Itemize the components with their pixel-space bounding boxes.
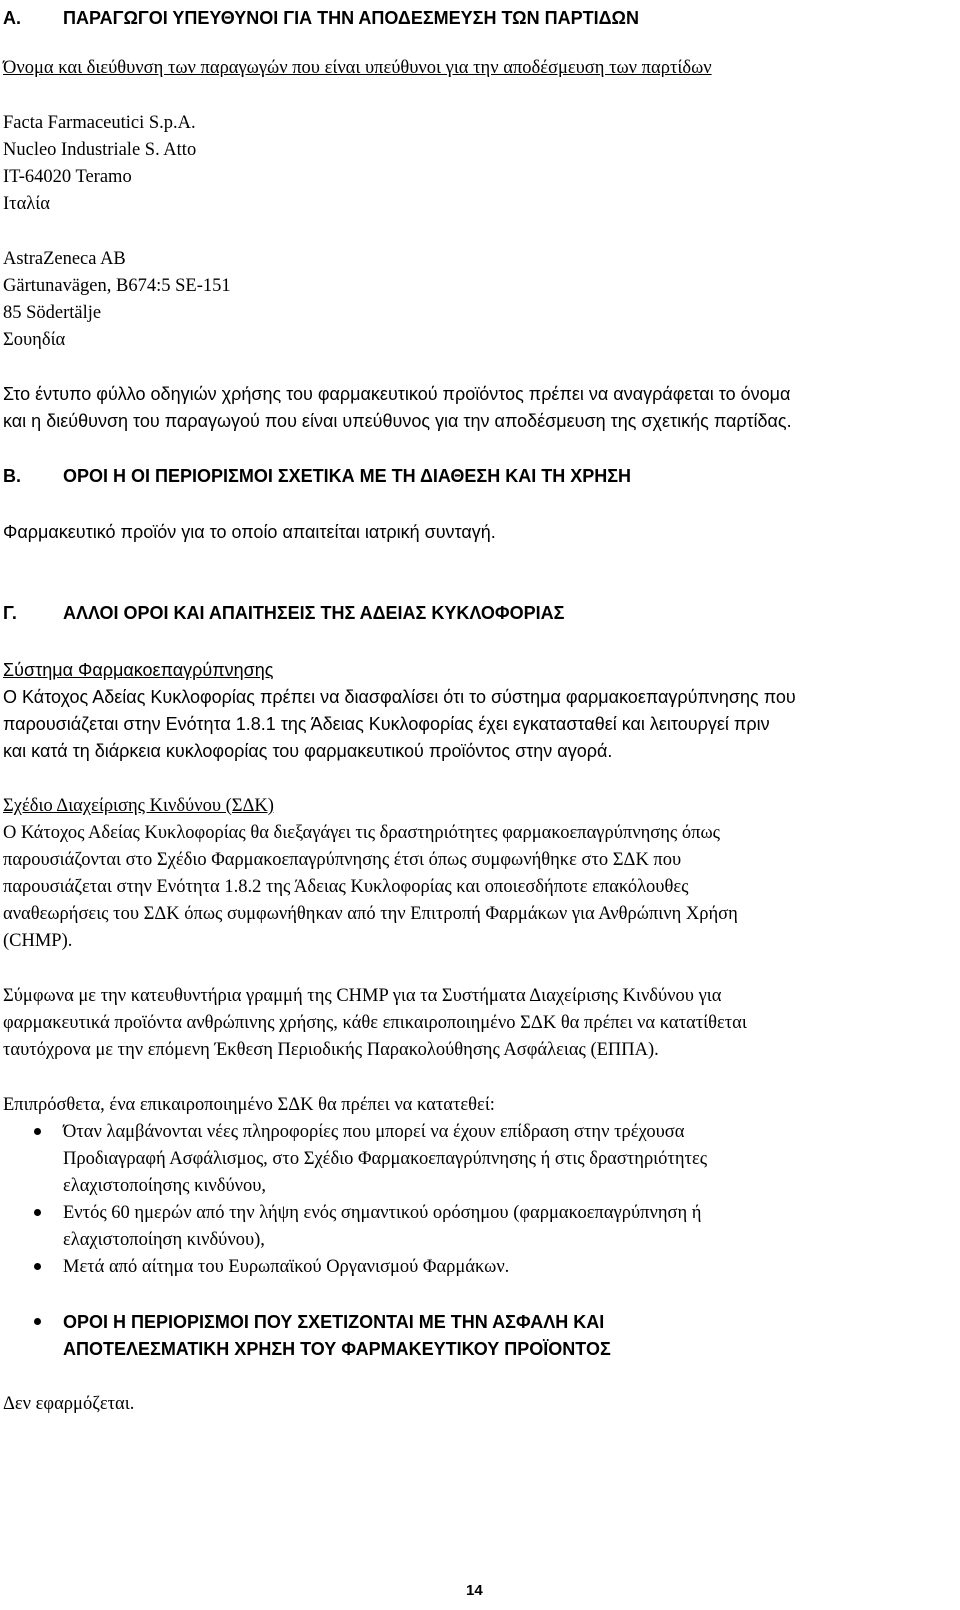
bullet-line: ελαχιστοποίηση κινδύνου),: [63, 1230, 265, 1250]
bullet-icon: [34, 1263, 41, 1270]
bullet-line: Μετά από αίτημα του Ευρωπαϊκού Οργανισμού Φαρμάκων.: [63, 1257, 510, 1277]
manufacturer-2-line: Σουηδία: [3, 330, 66, 350]
section-b-text: Φαρμακευτικό προϊόν για το οποίο απαιτείται ιατρική συνταγή.: [3, 522, 496, 542]
pv-heading: Σύστημα Φαρμακοεπαγρύπνησης: [3, 660, 274, 680]
rmp-line: αναθεωρήσεις του ΣΔΚ όπως συμφωνήθηκαν από την Επιτροπή Φαρμάκων για Ανθρώπινη Χρήση: [3, 904, 738, 924]
section-b-title: ΟΡΟΙ Η ΟΙ ΠΕΡΙΟΡΙΣΜΟΙ ΣΧΕΤΙΚΑ ΜΕ ΤΗ ΔΙΑΘΕΣΗ ΚΑΙ ΤΗ ΧΡΗΣΗ: [63, 466, 632, 486]
section-a-subtitle: Όνομα και διεύθυνση των παραγωγών που είναι υπεύθυνοι για την αποδέσμευση των παρτίδων: [3, 58, 712, 78]
section-c-letter: Γ.: [3, 603, 17, 623]
chmp-line: φαρμακευτικά προϊόντα ανθρώπινης χρήσης, κάθε επικαιροποιημένο ΣΔΚ θα πρέπει να κατατίθεται: [3, 1013, 747, 1033]
page-number: 14: [466, 1582, 483, 1599]
rmp-line: παρουσιάζεται στην Ενότητα 1.8.2 της Άδειας Κυκλοφορίας και οποιεσδήποτε επακόλουθες: [3, 877, 689, 897]
bullet-icon: [34, 1318, 41, 1325]
rmp-heading: Σχέδιο Διαχείρισης Κινδύνου (ΣΔΚ): [3, 796, 274, 816]
manufacturer-1-line: Facta Farmaceutici S.p.A.: [3, 113, 196, 133]
rmp-line: Ο Κάτοχος Αδείας Κυκλοφορίας θα διεξαγάγει τις δραστηριότητες φαρμακοεπαγρύπνησης όπως: [3, 823, 720, 843]
safe-use-title-line: ΑΠΟΤΕΛΕΣΜΑΤΙΚΗ ΧΡΗΣΗ ΤΟΥ ΦΑΡΜΑΚΕΥΤΙΚΟΥ ΠΡΟΪΟΝΤΟΣ: [63, 1339, 611, 1359]
section-a-letter: Α.: [3, 8, 21, 28]
bullet-icon: [34, 1209, 41, 1216]
manufacturer-2-line: AstraZeneca AB: [3, 249, 126, 269]
manufacturer-1-line: IT-64020 Teramo: [3, 167, 132, 187]
manufacturer-2-line: 85 Södertälje: [3, 303, 102, 323]
not-applicable-text: Δεν εφαρμόζεται.: [3, 1394, 135, 1414]
pv-line: και κατά τη διάρκεια κυκλοφορίας του φαρμακευτικού προϊόντος στην αγορά.: [3, 741, 613, 761]
section-a-title: ΠΑΡΑΓΩΓΟΙ ΥΠΕΥΘΥΝΟΙ ΓΙΑ ΤΗΝ ΑΠΟΔΕΣΜΕΥΣΗ ΤΩΝ ΠΑΡΤΙΔΩΝ: [63, 8, 639, 28]
manufacturer-2-line: Gärtunavägen, B674:5 SE-151: [3, 276, 231, 296]
additional-intro: Επιπρόσθετα, ένα επικαιροποιημένο ΣΔΚ θα πρέπει να κατατεθεί:: [3, 1095, 495, 1115]
bullet-line: Όταν λαμβάνονται νέες πληροφορίες που μπορεί να έχουν επίδραση στην τρέχουσα: [63, 1122, 685, 1142]
bullet-line: Προδιαγραφή Ασφάλισμος, στο Σχέδιο Φαρμακοεπαγρύπνησης ή στις δραστηριότητες: [63, 1149, 708, 1169]
pv-line: παρουσιάζεται στην Ενότητα 1.8.1 της Άδειας Κυκλοφορίας έχει εγκατασταθεί και λειτουργεί πριν: [3, 714, 770, 734]
safe-use-title-line: ΟΡΟΙ Η ΠΕΡΙΟΡΙΣΜΟΙ ΠΟΥ ΣΧΕΤΙΖΟΝΤΑΙ ΜΕ ΤΗΝ ΑΣΦΑΛΗ ΚΑΙ: [63, 1312, 605, 1332]
manufacturer-1-line: Ιταλία: [3, 194, 50, 214]
bullet-line: ελαχιστοποίησης κινδύνου,: [63, 1176, 267, 1196]
section-c-title: ΑΛΛΟΙ ΟΡΟΙ ΚΑΙ ΑΠΑΙΤΗΣΕΙΣ ΤΗΣ ΑΔΕΙΑΣ ΚΥΚΛΟΦΟΡΙΑΣ: [63, 603, 565, 623]
chmp-line: Σύμφωνα με την κατευθυντήρια γραμμή της CHMP για τα Συστήματα Διαχείρισης Κινδύνου για: [3, 986, 722, 1006]
section-b-letter: Β.: [3, 466, 21, 486]
manufacturer-1-line: Nucleo Industriale S. Atto: [3, 140, 197, 160]
rmp-line: παρουσιάζονται στο Σχέδιο Φαρμακοεπαγρύπνησης έτσι όπως συμφωνήθηκε στο ΣΔΚ που: [3, 850, 682, 870]
bullet-icon: [34, 1128, 41, 1135]
section-a-paragraph-line: Στο έντυπο φύλλο οδηγιών χρήσης του φαρμακευτικού προϊόντος πρέπει να αναγράφεται το όνομα: [3, 384, 791, 404]
chmp-line: ταυτόχρονα με την επόμενη Έκθεση Περιοδικής Παρακολούθησης Ασφάλειας (ΕΠΠΑ).: [3, 1040, 659, 1060]
rmp-line: (CHMP).: [3, 931, 73, 951]
bullet-line: Εντός 60 ημερών από την λήψη ενός σημαντικού ορόσημου (φαρμακοεπαγρύπνηση ή: [63, 1203, 702, 1223]
pv-line: Ο Κάτοχος Αδείας Κυκλοφορίας πρέπει να διασφαλίσει ότι το σύστημα φαρμακοεπαγρύπνησης που: [3, 687, 796, 707]
section-a-paragraph-line: και η διεύθυνση του παραγωγού που είναι υπεύθυνος για την αποδέσμευση της σχετικής παρτίδας.: [3, 411, 792, 431]
